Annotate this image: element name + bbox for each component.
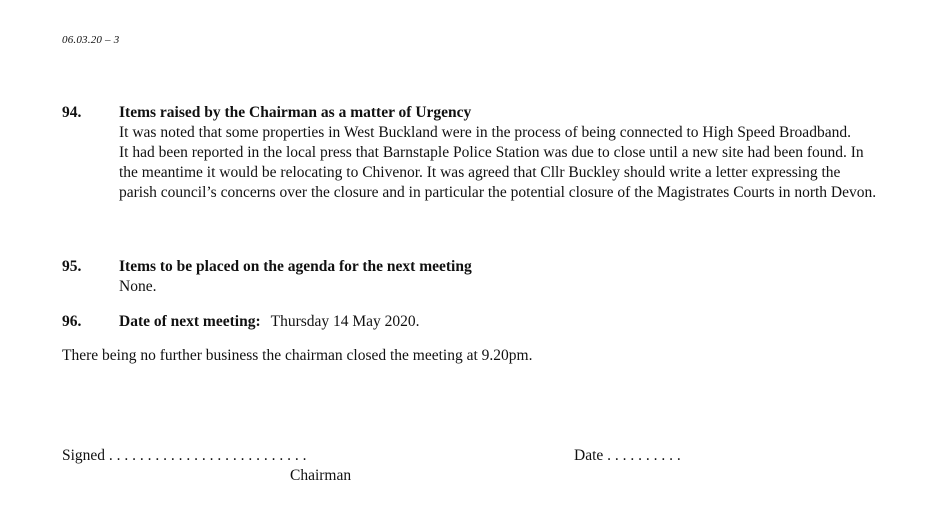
signed-line: Signed . . . . . . . . . . . . . . . . . . . . . . . . . .	[62, 447, 307, 464]
minute-item-94	[62, 103, 882, 203]
item-body	[119, 103, 882, 203]
date-line: Date . . . . . . . . . .	[574, 447, 681, 464]
item-number: 94.	[62, 104, 82, 121]
next-meeting-label: Date of next meeting:	[119, 313, 261, 330]
item-number: 95.	[62, 258, 82, 275]
page-reference: 06.03.20 – 3	[62, 34, 120, 46]
item-number: 96.	[62, 313, 82, 330]
item-body	[119, 312, 882, 332]
closing-statement: There being no further business the chairman closed the meeting at 9.20pm.	[62, 347, 533, 364]
minute-item-96	[62, 312, 882, 332]
item-paragraph: It was noted that some properties in West Buckland were in the process of being connected to High Speed Broadband.	[119, 124, 851, 141]
item-paragraph: None.	[119, 278, 157, 295]
next-meeting-date: Thursday 14 May 2020.	[270, 313, 420, 330]
item-body	[119, 257, 882, 297]
item-heading: Items to be placed on the agenda for the next meeting	[119, 258, 472, 275]
minute-item-95	[62, 257, 882, 297]
signatory-role: Chairman	[290, 467, 352, 484]
item-heading: Items raised by the Chairman as a matter of Urgency	[119, 104, 472, 121]
item-paragraph: It had been reported in the local press that Barnstaple Police Station was due to close until a new site had been found. In the meantime it would be relocating to Chivenor. It was agreed that Cllr Buckley should write a letter expressing the parish council’s concerns over the closure and in particular the potential closure of the Magistrates Courts in north Devon.	[119, 144, 877, 201]
